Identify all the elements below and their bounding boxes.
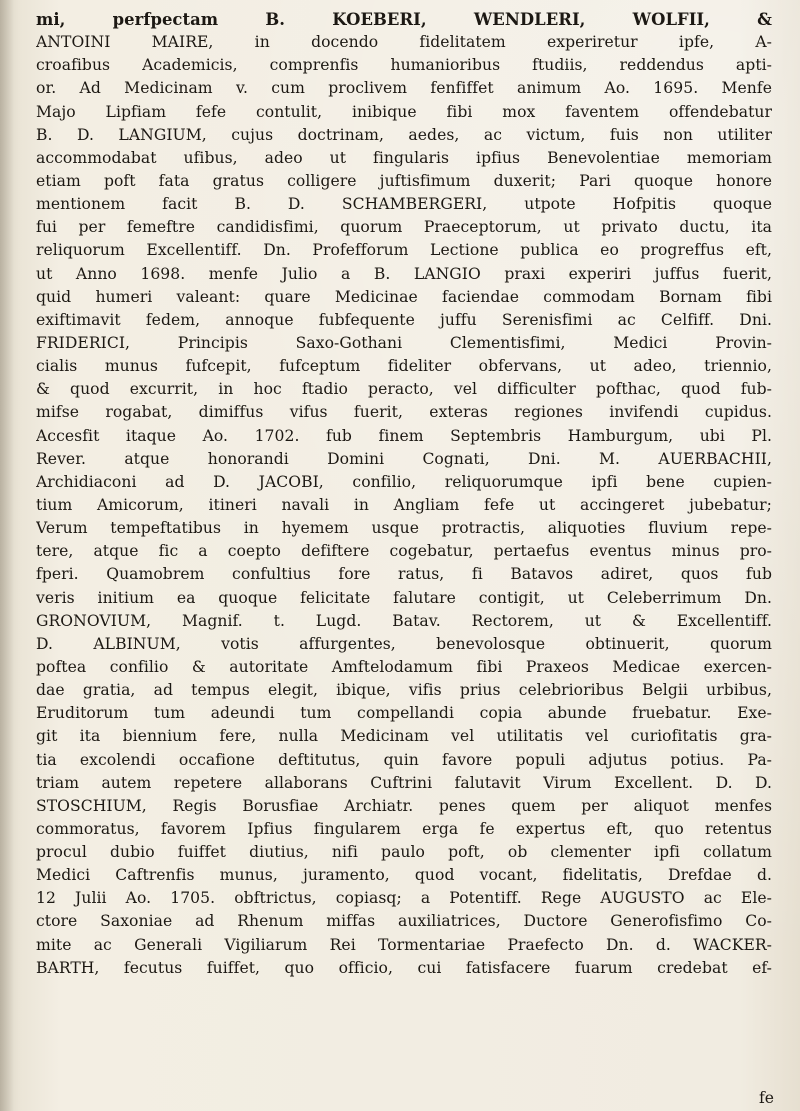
- text-line-12: ut Anno 1698. menfe Julio a B. LANGIO praxi experiri juffus fuerit,: [36, 264, 772, 283]
- text-line-2: ANTOINI MAIRE, in docendo fidelitatem experiretur ipfe, A-: [36, 33, 772, 52]
- text-line-39: 12 Julii Ao. 1705. obftrictus, copiasq; a Potentiff. Rege AUGUSTO ac Ele-: [36, 889, 772, 908]
- text-line-33: tia excolendi occafione deftitutus, quin favore populi adjutus potius. Pa-: [36, 750, 772, 769]
- text-line-41: mite ac Generali Vigiliarum Rei Tormentariae Praefecto Dn. d. WACKER-: [36, 935, 772, 954]
- text-line-35: STOSCHIUM, Regis Borusfiae Archiatr. penes quem per aliquot menfes: [36, 796, 772, 815]
- text-line-14: exiftimavit fedem, annoque fubfequente juffu Serenisfimi ac Celfiff. Dni.: [36, 310, 772, 329]
- text-line-10: fui per femeftre candidisfimi, quorum Praeceptorum, ut privato ductu, ita: [36, 218, 772, 237]
- text-line-34: triam autem repetere allaborans Cuftrini falutavit Virum Excellent. D. D.: [36, 773, 772, 792]
- text-line-20: Rever. atque honorandi Domini Cognati, Dni. M. AUERBACHII,: [36, 449, 772, 468]
- text-line-25: fperi. Quamobrem confultius fore ratus, fi Batavos adiret, quos fub: [36, 565, 772, 584]
- text-line-19: Accesfit itaque Ao. 1702. fub finem Septembris Hamburgum, ubi Pl.: [36, 426, 772, 445]
- text-line-32: git ita biennium fere, nulla Medicinam vel utilitatis vel curiofitatis gra-: [36, 727, 772, 746]
- body-text: [36, 8, 772, 980]
- text-line-42: BARTH, fecutus fuiffet, quo officio, cui fatisfacere fuarum credebat ef-: [36, 958, 772, 977]
- text-line-16: cialis munus fufcepit, fufceptum fideliter obfervans, ut adeo, triennio,: [36, 357, 772, 376]
- text-line-29: poftea confilio & autoritate Amftelodamum fibi Praxeos Medicae exercen-: [36, 657, 772, 676]
- text-line-15: FRIDERICI, Principis Saxo-Gothani Clementisfimi, Medici Provin-: [36, 333, 772, 352]
- text-line-31: Eruditorum tum adeundi tum compellandi copia abunde fruebatur. Exe-: [36, 704, 772, 723]
- catchword: fe: [759, 1089, 774, 1107]
- text-line-26: veris initium ea quoque felicitate falutare contigit, ut Celeberrimum Dn.: [36, 588, 772, 607]
- text-line-6: B. D. LANGIUM, cujus doctrinam, aedes, ac victum, fuis non utiliter: [36, 125, 772, 144]
- text-line-27: GRONOVIUM, Magnif. t. Lugd. Batav. Rectorem, ut & Excellentiff.: [36, 611, 772, 630]
- text-line-24: tere, atque fic a coepto defiftere cogebatur, pertaefus eventus minus pro-: [36, 542, 772, 561]
- text-line-37: procul dubio fuiffet diutius, nifi paulo poft, ob clementer ipfi collatum: [36, 843, 772, 862]
- text-line-28: D. ALBINUM, votis affurgentes, benevolosque obtinuerit, quorum: [36, 634, 772, 653]
- text-line-30: dae gratia, ad tempus elegit, ibique, vifis prius celebrioribus Belgii urbibus,: [36, 681, 772, 700]
- text-line-18: mifse rogabat, dimiffus vifus fuerit, exteras regiones invifendi cupidus.: [36, 403, 772, 422]
- text-line-40: ctore Saxoniae ad Rhenum miffas auxiliatrices, Ductore Generofisfimo Co-: [36, 912, 772, 931]
- text-line-7: accommodabat ufibus, adeo ut fingularis ipfius Benevolentiae memoriam: [36, 148, 772, 167]
- binding-shadow: [0, 0, 14, 1111]
- text-line-13: quid humeri valeant: quare Medicinae faciendae commodam Bornam fibi: [36, 287, 772, 306]
- text-line-22: tium Amicorum, itineri navali in Angliam fefe ut accingeret jubebatur;: [36, 495, 772, 514]
- text-line-8: etiam poft fata gratus colligere juftisfimum duxerit; Pari quoque honore: [36, 171, 772, 190]
- text-line-36: commoratus, favorem Ipfius fingularem erga fe expertus eft, quo retentus: [36, 819, 772, 838]
- text-line-5: Majo Lipfiam fefe contulit, inibique fibi mox faventem offendebatur: [36, 102, 772, 121]
- text-line-23: Verum tempeftatibus in hyemem usque protractis, aliquoties fluvium repe-: [36, 519, 772, 538]
- text-line-21: Archidiaconi ad D. JACOBI, confilio, reliquorumque ipfi bene cupien-: [36, 472, 772, 491]
- text-line-1: mi, perfpectam B. KOEBERI, WENDLERI, WOLFII, &: [36, 10, 772, 29]
- text-line-3: croafibus Academicis, comprenfis humanioribus ftudiis, reddendus apti-: [36, 56, 772, 75]
- text-line-4: or. Ad Medicinam v. cum proclivem fenfiffet animum Ao. 1695. Menfe: [36, 79, 772, 98]
- text-line-9: mentionem facit B. D. SCHAMBERGERI, utpote Hofpitis quoque: [36, 195, 772, 214]
- text-line-17: & quod excurrit, in hoc ftadio peracto, vel difficulter pofthac, quod fub-: [36, 380, 772, 399]
- text-line-38: Medici Caftrenfis munus, juramento, quod vocant, fidelitatis, Drefdae d.: [36, 866, 772, 885]
- text-line-11: reliquorum Excellentiff. Dn. Profefforum Lectione publica eo progreffus eft,: [36, 241, 772, 260]
